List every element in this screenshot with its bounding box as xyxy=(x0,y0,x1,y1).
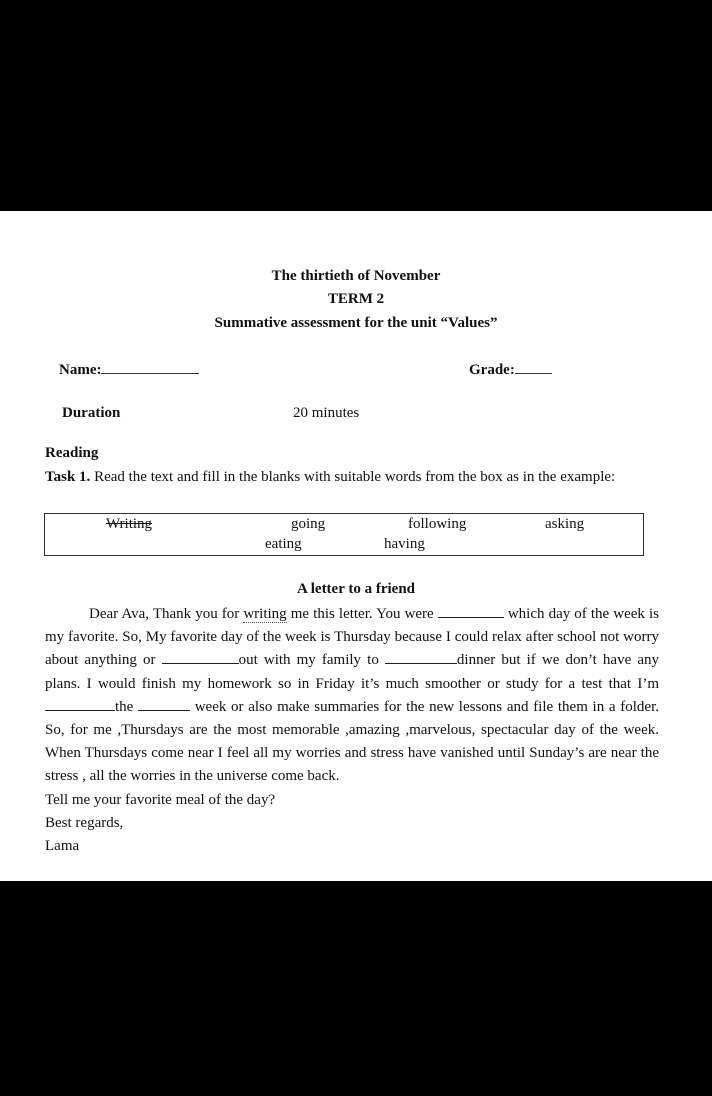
duration-label: Duration xyxy=(62,405,121,421)
letter-paragraph xyxy=(45,603,659,789)
name-label: Name: xyxy=(59,362,102,378)
letter-text: me this letter. You were xyxy=(286,606,438,622)
letter-body xyxy=(45,603,659,858)
grade-blank xyxy=(515,361,552,374)
letter-text: dinner but if we don’t have any plans. I would finish my homework so in Friday it’s much smoother or study for a test that I’m xyxy=(45,652,659,692)
word-box-item-eating: eating xyxy=(265,536,302,552)
letter-text: week or also make summaries for the new lessons and file them in a folder. So, for me ,Thursdays are the most memorable ,amazing ,marvelous, spectacular day of the week. When Thursdays come near I feel all my worries and stress have vanished until Sunday’s are near the stress , all the worries in the universe come back. xyxy=(45,698,659,785)
assessment-title: Summative assessment for the unit “Values” xyxy=(214,315,498,331)
answer-blank-2[interactable] xyxy=(162,649,239,664)
worksheet-page xyxy=(0,211,712,881)
grade-field xyxy=(469,361,552,379)
letter-text: which day of the week is my favorite. So, My favorite day of the week is Thursday because I could relax after school not worry about anything or xyxy=(45,606,660,669)
answer-blank-4[interactable] xyxy=(45,696,115,711)
word-box-item-having: having xyxy=(384,536,425,552)
letter-text: out with my family to xyxy=(238,652,385,669)
task-instruction xyxy=(45,469,615,486)
answer-blank-1[interactable] xyxy=(438,603,504,618)
letter-signature: Lama xyxy=(45,838,80,855)
task-label: Task 1. xyxy=(45,469,91,485)
grade-label: Grade: xyxy=(469,362,515,378)
name-field xyxy=(59,361,199,379)
letter-text: the xyxy=(115,698,139,715)
answer-blank-3[interactable] xyxy=(385,649,457,664)
word-box-item-writing: Writing xyxy=(106,516,153,532)
duration-value: 20 minutes xyxy=(293,405,360,421)
date-heading: The thirtieth of November xyxy=(271,268,441,284)
word-box-item-asking: asking xyxy=(545,516,585,532)
section-heading: Reading xyxy=(45,445,99,461)
example-answer: writing xyxy=(243,606,287,622)
task-text: Read the text and fill in the blanks with suitable words from the box as in the example: xyxy=(90,469,616,485)
answer-blank-5[interactable] xyxy=(138,696,190,711)
word-box xyxy=(44,513,644,556)
word-box-item-going: going xyxy=(291,516,326,532)
word-box-item-following: following xyxy=(408,516,467,532)
letter-title: A letter to a friend xyxy=(296,581,416,597)
letter-text: Dear Ava, Thank you for xyxy=(89,606,244,622)
term-heading: TERM 2 xyxy=(327,291,385,307)
letter-question: Tell me your favorite meal of the day? xyxy=(45,791,276,808)
letter-closing: Best regards, xyxy=(45,814,124,831)
name-blank xyxy=(101,361,199,374)
